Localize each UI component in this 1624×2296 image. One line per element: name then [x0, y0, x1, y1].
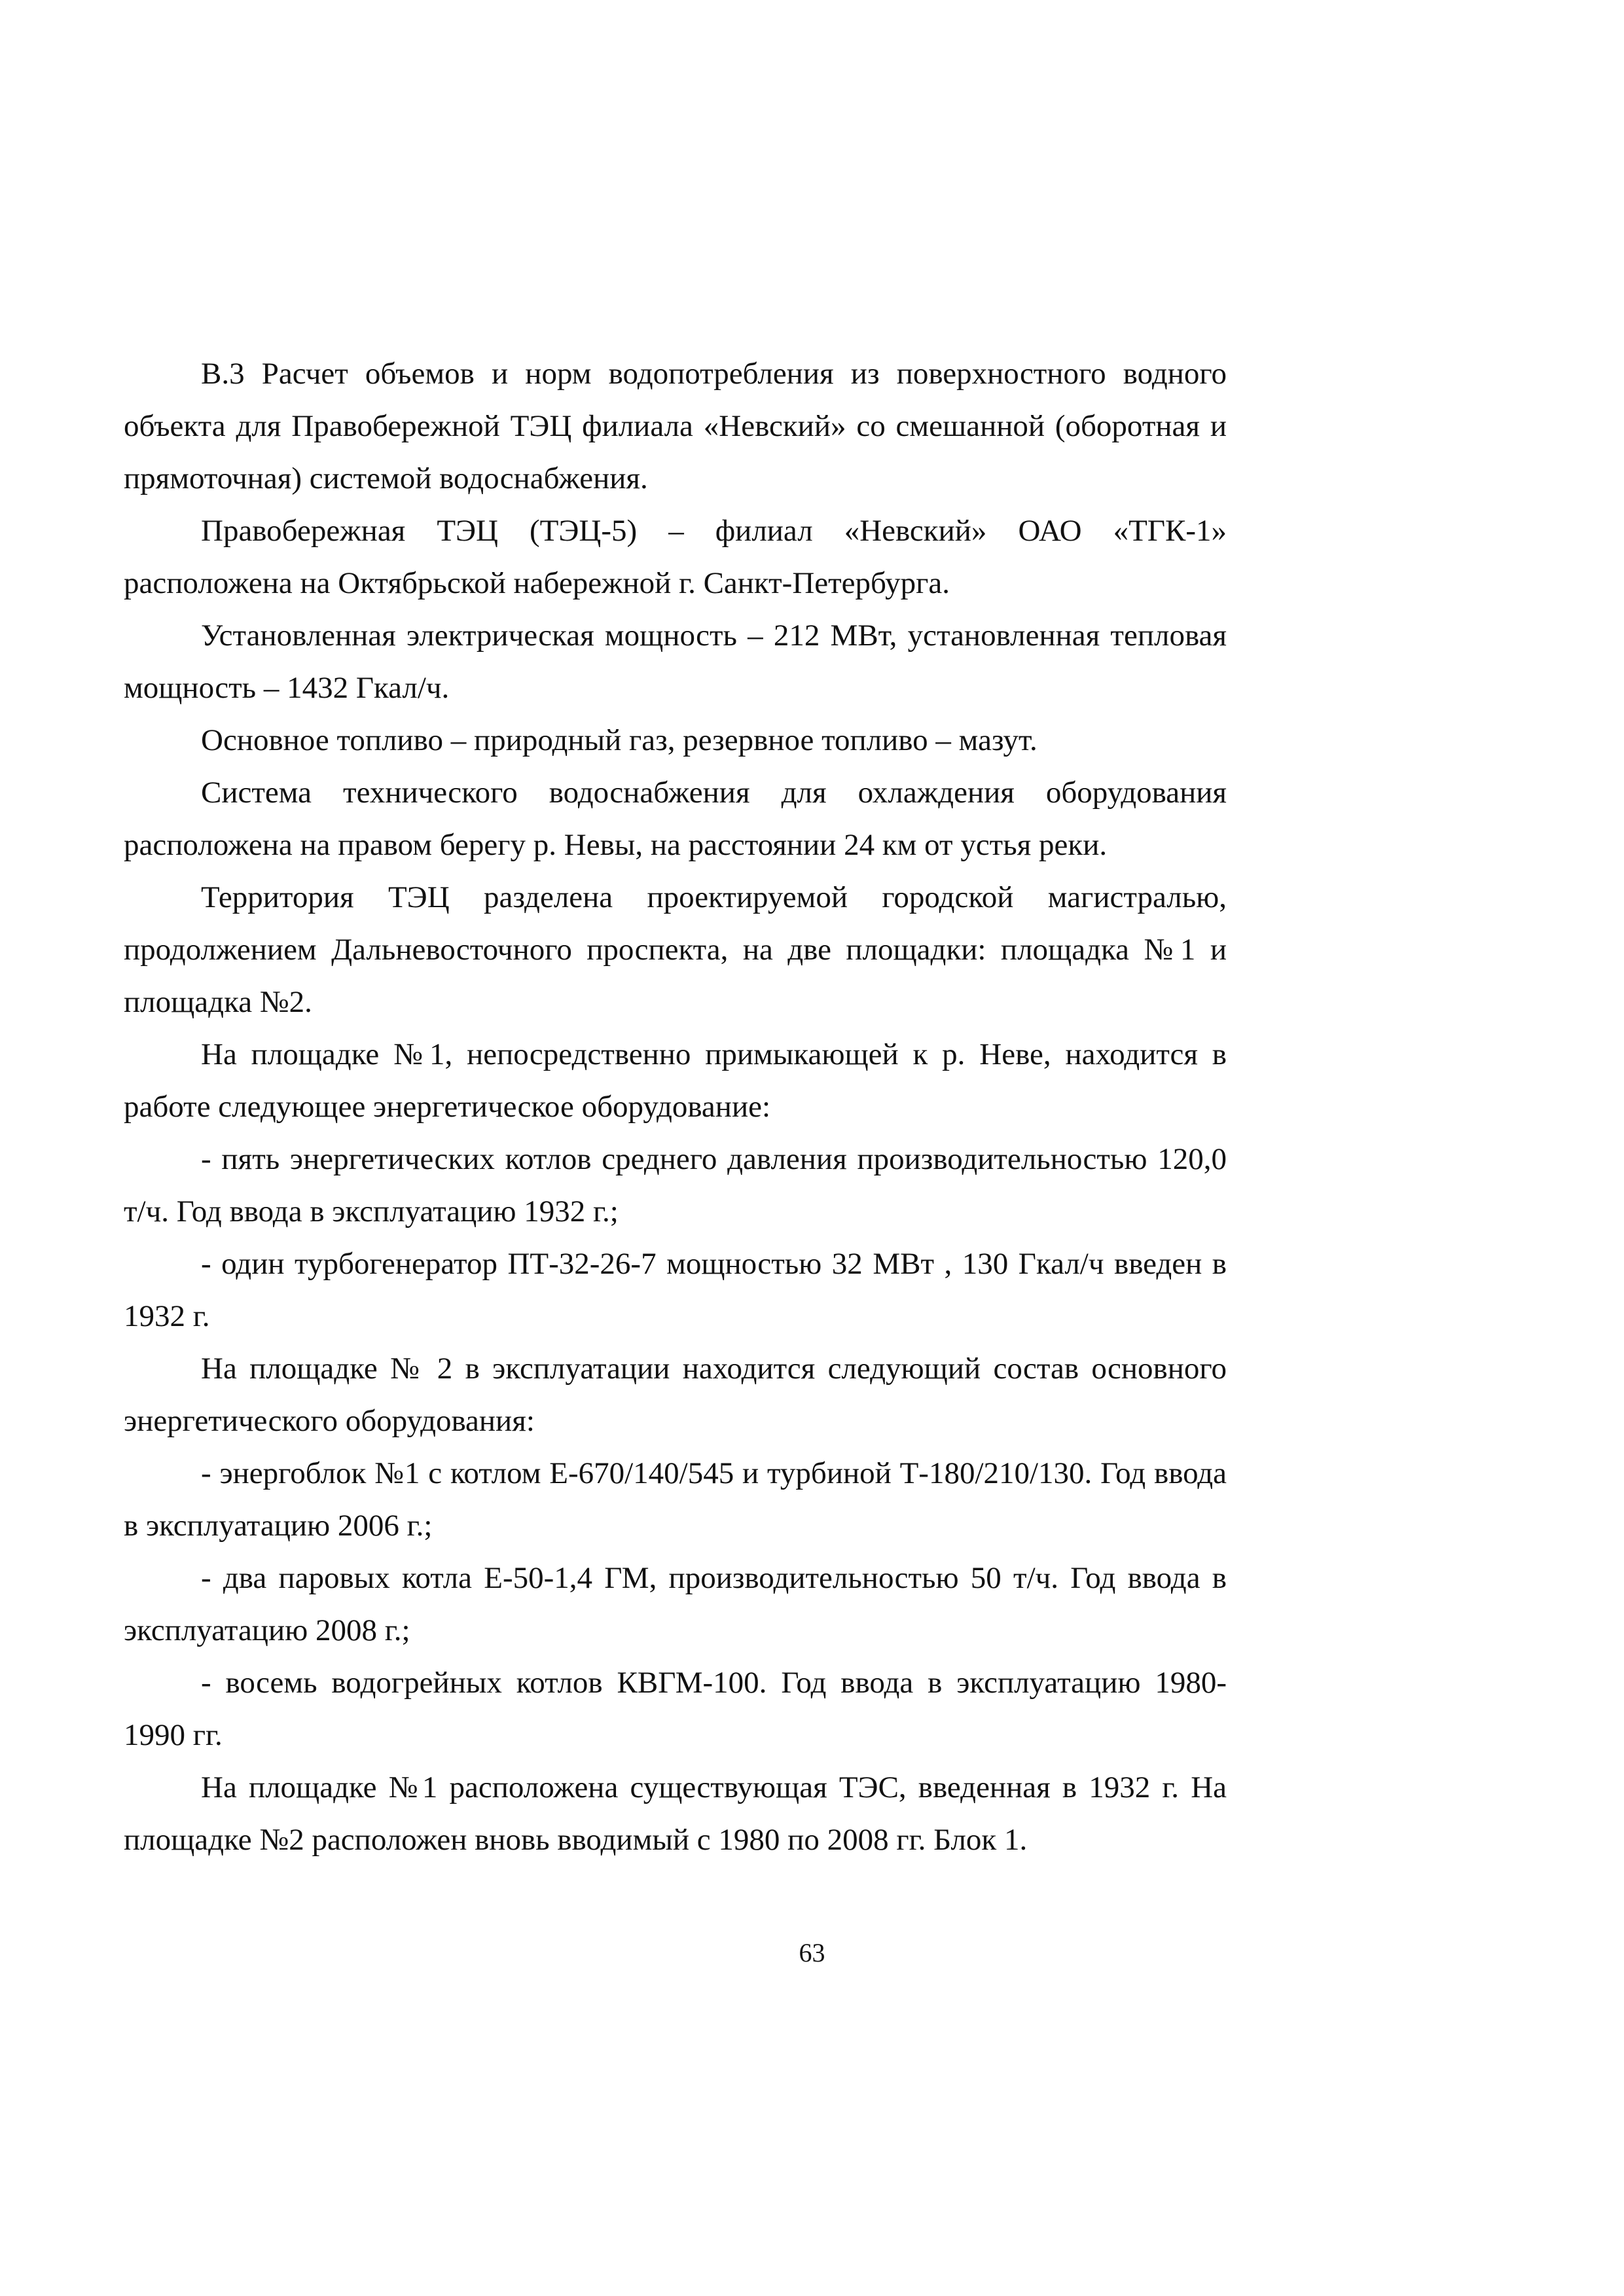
body-paragraph: Система технического водоснабжения для охлаждения оборудования расположена на правом берегу р. Невы, на расстоянии 24 км от устья реки. [124, 776, 1227, 862]
body-paragraph: На площадке №1 расположена существующая ТЭС, введенная в 1932 г. На площадке №2 расположен вновь вводимый с 1980 по 2008 гг. Блок 1. [124, 1770, 1227, 1857]
body-paragraph: На площадке №1, непосредственно примыкающей к р. Неве, находится в работе следующее энергетическое оборудование: [124, 1037, 1227, 1124]
list-item-paragraph: - один турбогенератор ПТ-32-26-7 мощностью 32 МВт , 130 Гкал/ч введен в 1932 г. [124, 1247, 1227, 1333]
body-paragraph: На площадке № 2 в эксплуатации находится следующий состав основного энергетического оборудования: [124, 1352, 1227, 1438]
body-paragraph: Установленная электрическая мощность – 212 МВт, установленная тепловая мощность – 1432 Гкал/ч. [124, 619, 1227, 705]
list-item-paragraph: - два паровых котла Е-50-1,4 ГМ, производительностью 50 т/ч. Год ввода в эксплуатацию 2008 г.; [124, 1561, 1227, 1647]
list-item-paragraph: - энергоблок №1 с котлом Е-670/140/545 и турбиной Т-180/210/130. Год ввода в эксплуатацию 2006 г.; [124, 1456, 1227, 1543]
page-number: 63 [799, 1938, 825, 1967]
body-paragraph: Основное топливо – природный газ, резервное топливо – мазут. [201, 723, 1038, 757]
body-paragraph: Правобережная ТЭЦ (ТЭЦ-5) – филиал «Невский» ОАО «ТГК-1» расположена на Октябрьской набережной г. Санкт-Петербурга. [124, 514, 1227, 600]
body-paragraph: Территория ТЭЦ разделена проектируемой городской магистралью, продолжением Дальневосточного проспекта, на две площадки: площадка №1 и площадка №2. [124, 880, 1227, 1019]
list-item-paragraph: - пять энергетических котлов среднего давления производительностью 120,0 т/ч. Год ввода в эксплуатацию 1932 г.; [124, 1142, 1227, 1229]
section-heading-paragraph: В.3 Расчет объемов и норм водопотребления из поверхностного водного объекта для Правобережной ТЭЦ филиала «Невский» со смешанной (оборотная и прямоточная) системой водоснабжения. [124, 357, 1227, 495]
document-body [124, 348, 1227, 1866]
list-item-paragraph: - восемь водогрейных котлов КВГМ-100. Год ввода в эксплуатацию 1980-1990 гг. [124, 1666, 1227, 1752]
